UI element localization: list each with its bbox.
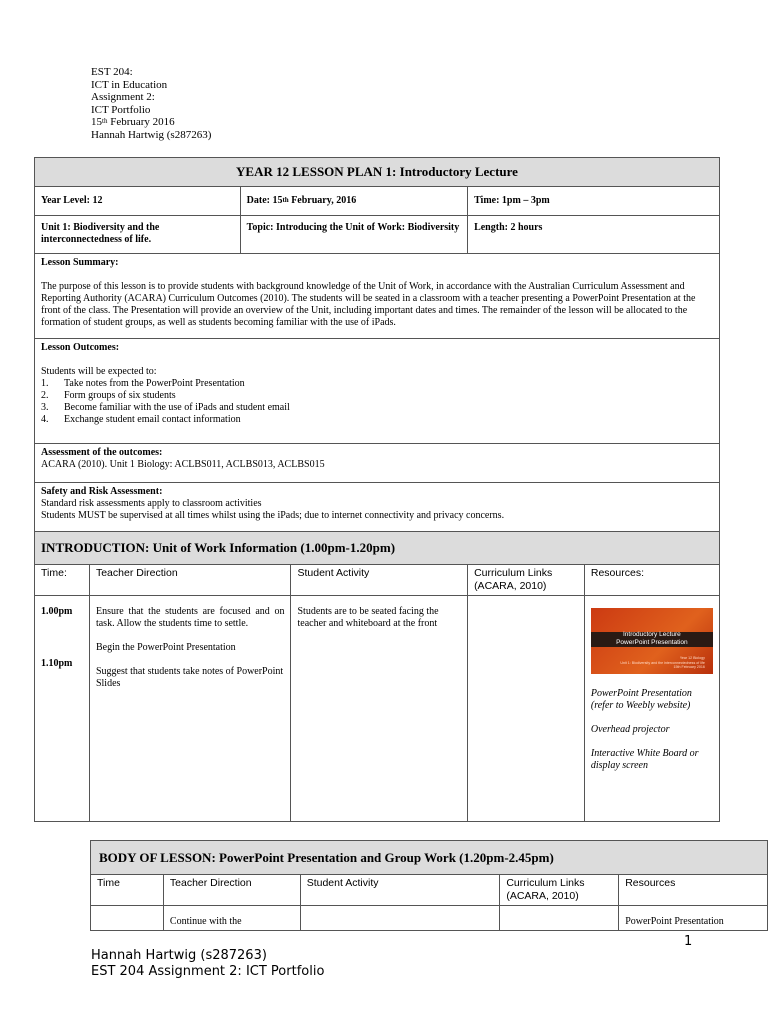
resource-whiteboard: Interactive White Board or display screen (590, 748, 699, 771)
intro-time-1: 1.00pm (41, 606, 73, 617)
intro-student-cell (291, 596, 468, 822)
introduction-title: INTRODUCTION: Unit of Work Information (1.00pm-1.20pm) (35, 532, 720, 565)
header-date: 15th February 2016 (91, 116, 175, 129)
intro-resources-cell (584, 596, 719, 822)
header-course-name: ICT in Education (91, 78, 168, 91)
document-header (91, 66, 211, 142)
lesson-outcome-item: 1. Take notes from the PowerPoint Presentation (41, 378, 245, 389)
intro-student-1: Students are to be seated facing the teacher and whiteboard at the front (297, 606, 439, 629)
unit-info: Unit 1: Biodiversity and the interconnectedness of life. (35, 216, 241, 254)
lesson-outcomes-heading: Lesson Outcomes: (41, 342, 120, 353)
body-time-cell (91, 906, 164, 931)
header-assignment: Assignment 2: (91, 91, 155, 104)
topic-info: Topic: Introducing the Unit of Work: Biodiversity (240, 216, 467, 254)
safety-section (35, 483, 720, 532)
header-course-code: EST 204: (91, 66, 133, 78)
lesson-plan-table (34, 157, 720, 822)
assessment-section (35, 444, 720, 483)
lesson-summary-text: The purpose of this lesson is to provide students with background knowledge of the Unit of Work, in accordance with the Australian Curriculum Assessment and Reporting Authority (ACARA) Curriculum Outcomes (2010). The students will be seated in a classroom with a teacher presenting a PowerPoint Presentation at the front of the class. The Presentation will provide an overview of the Unit, including important dates and times. The remainder of the lesson will be allocated to the formation of student groups, as well as students becoming familiar with the use of iPads. (41, 281, 696, 328)
intro-col-teacher: Teacher Direction (89, 565, 291, 596)
lesson-outcome-item: 4. Exchange student email contact information (41, 414, 241, 425)
lesson-outcomes-list (41, 378, 713, 426)
intro-col-resources: Resources: (584, 565, 719, 596)
lesson-summary-section (35, 254, 720, 339)
body-student-cell (300, 906, 500, 931)
intro-col-student: Student Activity (291, 565, 468, 596)
resource-projector: Overhead projector (590, 724, 670, 735)
intro-teacher-cell (89, 596, 291, 822)
body-curriculum-cell (500, 906, 619, 931)
footer-assignment: EST 204 Assignment 2: ICT Portfolio (91, 964, 325, 979)
lesson-time: Time: 1pm – 3pm (468, 187, 720, 216)
intro-teacher-2: Begin the PowerPoint Presentation (95, 642, 236, 653)
lesson-outcome-item: 2. Form groups of six students (41, 390, 176, 401)
page-number: 1 (684, 934, 693, 949)
body-col-time: Time (91, 875, 164, 906)
powerpoint-thumbnail (591, 608, 713, 674)
footer-author: Hannah Hartwig (s287263) (91, 948, 267, 963)
header-author: Hannah Hartwig (s287263) (91, 128, 212, 141)
intro-times-cell (35, 596, 90, 822)
lesson-outcome-item: 3. Become familiar with the use of iPads and student email (41, 402, 290, 413)
resource-powerpoint: PowerPoint Presentation (refer to Weebly website) (590, 688, 692, 711)
body-col-curriculum: Curriculum Links (ACARA, 2010) (500, 875, 619, 906)
lesson-outcomes-section (35, 339, 720, 444)
header-assignment-title: ICT Portfolio (91, 103, 151, 116)
lesson-summary-heading: Lesson Summary: (41, 257, 119, 268)
intro-col-time: Time: (35, 565, 90, 596)
safety-line-1: Standard risk assessments apply to classroom activities (41, 498, 262, 509)
intro-teacher-1: Ensure that the students are focused and on task. Allow the students time to settle. (95, 606, 285, 629)
assessment-text: ACARA (2010). Unit 1 Biology: ACLBS011, ACLBS013, ACLBS015 (41, 459, 325, 470)
length-info: Length: 2 hours (468, 216, 720, 254)
assessment-heading: Assessment of the outcomes: (41, 447, 163, 458)
safety-heading: Safety and Risk Assessment: (41, 486, 163, 497)
intro-teacher-3: Suggest that students take notes of PowerPoint Slides (95, 666, 284, 689)
body-of-lesson-table (90, 840, 768, 931)
intro-col-curriculum: Curriculum Links (ACARA, 2010) (468, 565, 585, 596)
intro-time-2: 1.10pm (41, 658, 73, 669)
thumbnail-subtitle: Year 12 Biology Unit 1: Biodiversity and the interconnectedness of life 15th February 2016 (620, 656, 705, 669)
body-col-teacher: Teacher Direction (163, 875, 300, 906)
body-col-resources: Resources (619, 875, 768, 906)
lesson-date: Date: 15th February, 2016 (240, 187, 467, 216)
thumbnail-title: Introductory Lecture PowerPoint Presentation (616, 631, 688, 646)
lesson-outcomes-intro: Students will be expected to: (41, 366, 157, 377)
body-teacher-cell: Continue with the (163, 906, 300, 931)
safety-line-2: Students MUST be supervised at all times whilst using the iPads; due to internet connectivity and privacy concerns. (41, 510, 505, 521)
body-col-student: Student Activity (300, 875, 500, 906)
page-footer (91, 948, 324, 980)
body-resources-cell: PowerPoint Presentation (619, 906, 768, 931)
intro-curriculum-cell (468, 596, 585, 822)
year-level: Year Level: 12 (35, 187, 241, 216)
body-of-lesson-title: BODY OF LESSON: PowerPoint Presentation and Group Work (1.20pm-2.45pm) (91, 841, 768, 875)
lesson-plan-title: YEAR 12 LESSON PLAN 1: Introductory Lecture (35, 158, 720, 187)
